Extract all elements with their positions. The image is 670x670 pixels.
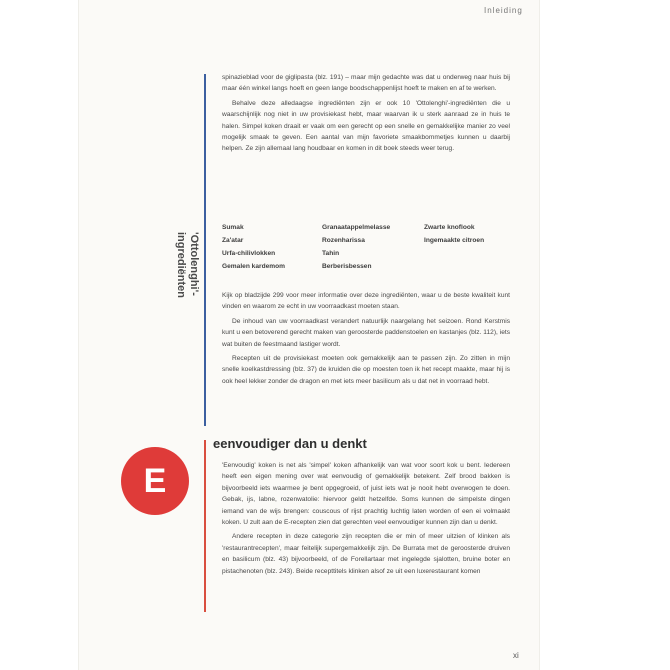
ingredient-item <box>424 261 522 272</box>
ingredient-item: Tahin <box>322 250 340 257</box>
paragraph: Recepten uit de provisiekast moeten ook gemakkelijk aan te passen zijn. Zo zitten in mijn snelle koelkastdressing (blz. 37) de kruiden die op moesten toen ik het recept maakte, maar hij is ook heel lekker zonder de dragon en met iets meer basilicum als u dat net in voorraad hebt. <box>222 355 510 385</box>
intro-text-block <box>222 72 510 155</box>
ingredient-item: Ingemaakte citroen <box>424 237 485 244</box>
ingredient-item <box>424 248 522 259</box>
ingredient-item: Zwarte knoflook <box>424 224 475 231</box>
paragraph: Kijk op bladzijde 299 voor meer informatie over deze ingrediënten, waar u de beste kwaliteit kunt vinden en waarom ze echt in uw voorraadkast moeten staan. <box>222 292 510 311</box>
ingredient-item: Berberisbessen <box>322 263 372 270</box>
ingredient-item: Urfa-chilivlokken <box>222 250 276 257</box>
paragraph: spinazieblad voor de giglipasta (blz. 191) – maar mijn gedachte was dat u onderweg naar huis bij maar één winkel langs hoeft en geen lange boodschappenlijst hoeft te maken en af te werken. <box>222 74 510 93</box>
ingredient-item: Gemalen kardemom <box>222 263 286 270</box>
paragraph: Andere recepten in deze categorie zijn recepten die er min of meer uitzien of klinken als 'restaurantrecepten', maar feitelijk supergemakkelijk zijn. De Burrata met de geroosterde druiven en basilicum (blz. 43) bijvoorbeeld, of de Forellartaar met ingelegde sjalotten, bruine boter en pistachenoten (blz. 243). Beide recepttitels klinken alsof ze uit een luxerestaurant komen <box>222 533 510 575</box>
paragraph: De inhoud van uw voorraadkast verandert natuurlijk naargelang het seizoen. Rond Kerstmis kunt u een betoverend gerecht maken van geroosterde paddenstoelen en kastanjes (blz. 112), iets wat buiten de feestmaand lastiger wordt. <box>222 317 510 348</box>
ingredient-list <box>222 222 522 272</box>
sidebar-heading-line: ingrediënten <box>174 231 187 299</box>
ingredient-item: Sumak <box>222 224 244 231</box>
ingredient-item: Granaatappelmelasse <box>322 224 391 231</box>
e-category-badge <box>121 447 189 515</box>
page-number: xi <box>513 651 519 660</box>
sidebar-heading-line: 'Ottolenghi'- <box>187 231 200 296</box>
sidebar-heading <box>144 222 230 308</box>
middle-text-block <box>222 290 510 387</box>
ingredient-item: Rozenharissa <box>322 237 365 244</box>
paragraph: 'Eenvoudig' koken is net als 'simpel' koken afhankelijk van wat voor soort kok u bent. Iedereen heeft een eigen mening over wat eenvoudig of gemakkelijk betekent. Zelf brood bakken is bijvoorbeeld iets waarmee je bent opgegroeid, of juist iets wat je nooit hebt overwogen te doen. Gebak, ijs, labne, rozenwatolie: hiervoor geldt hetzelfde. Soms kunnen de simpelste dingen iemand van de wijs brengen: couscous of rijst prachtig luchtig laten worden of een ei volmaakt koken. U zult aan de E-recepten zien dat gerechten veel eenvoudiger kunnen zijn dan u denkt. <box>222 462 510 527</box>
red-margin-rule <box>204 440 206 612</box>
section-heading: eenvoudiger dan u denkt <box>213 436 367 451</box>
paragraph: Behalve deze alledaagse ingrediënten zijn er ook 10 'Ottolenghi'-ingrediënten die u waarschijnlijk nog niet in uw provisiekast hebt, maar waarvan ik u sterk aanraad ze in huis te halen. Simpel koken draait er vaak om een gerecht op een snelle en gemakkelijke manier zo veel mogelijk smaak te geven. Een aantal van mijn favoriete smaakbommetjes kunnen u daarbij helpen. Ze zijn allemaal lang houdbaar en komen in dit boek steeds weer terug. <box>222 99 510 153</box>
ingredient-item: Za'atar <box>222 237 244 244</box>
running-header: Inleiding <box>484 6 523 15</box>
e-badge-letter: E <box>143 461 167 500</box>
section-text-block <box>222 460 510 577</box>
